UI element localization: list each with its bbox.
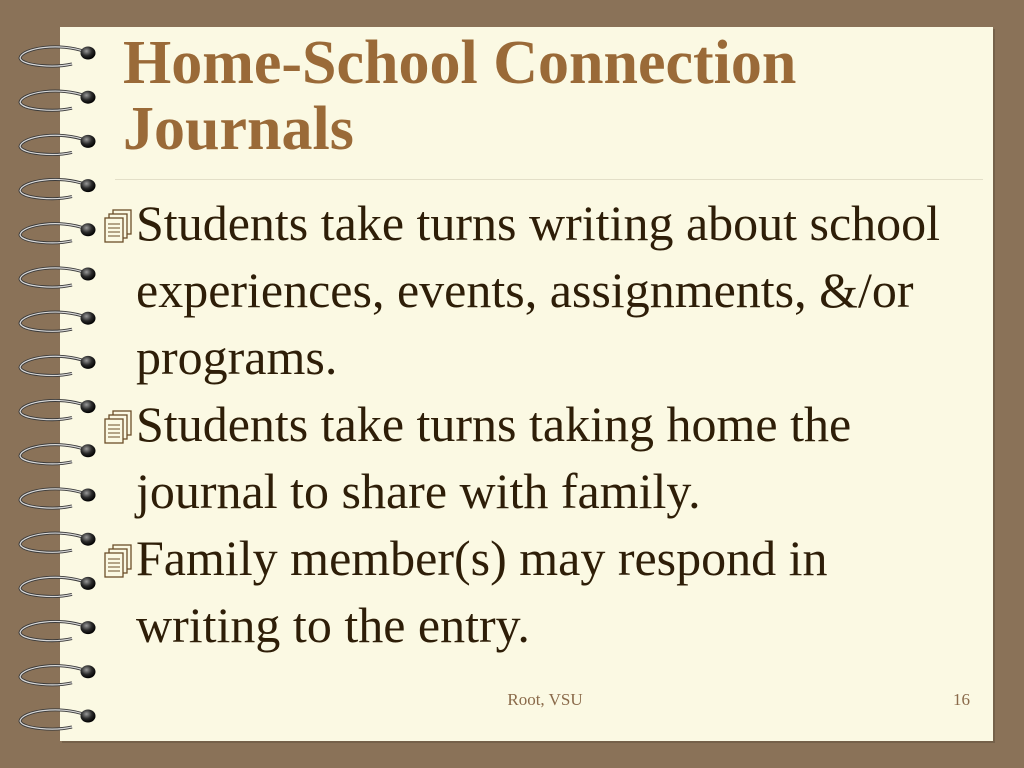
bullet-item	[100, 391, 980, 525]
notepad-stack-icon	[100, 208, 134, 248]
notepad-stack-icon	[100, 409, 134, 449]
notepad-stack-icon	[100, 543, 134, 583]
bullet-item	[100, 190, 980, 391]
bullet-item	[100, 525, 980, 659]
title-line-1: Home-School Connection	[123, 29, 797, 97]
title-line-2: Journals	[123, 95, 354, 163]
slide-title	[123, 30, 983, 162]
footer-text: Root, VSU	[507, 690, 583, 709]
title-divider	[115, 179, 983, 180]
slide-number: 16	[953, 690, 970, 709]
bullet-text: Family member(s) may respond in writing to the entry.	[136, 530, 828, 653]
bullet-list	[100, 190, 980, 659]
bullet-text: Students take turns writing about school experiences, events, assignments, &/or programs.	[136, 195, 941, 385]
bullet-text: Students take turns taking home the journal to share with family.	[136, 396, 852, 519]
